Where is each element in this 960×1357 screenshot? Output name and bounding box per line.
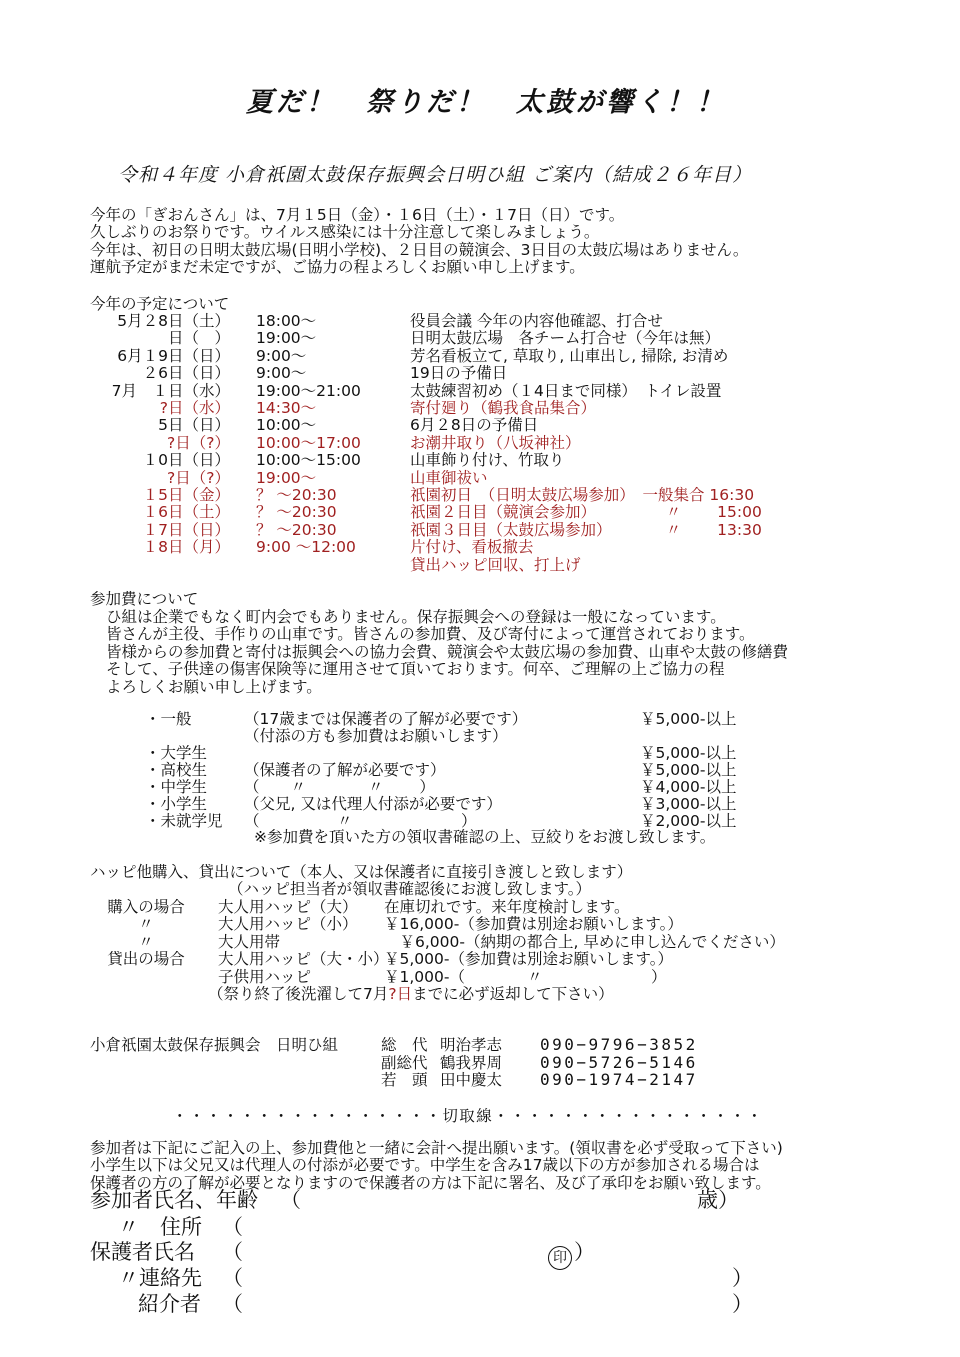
intro-line: 今年の「ぎおんさん」は、7月１5日（金）・１6日（土）・１7日（日）です。 [90,206,625,224]
schedule-desc: 日明太鼓広場 各チーム打合せ（今年は無） [410,329,721,348]
happi-item: 大人用ハッピ（小） [218,915,358,934]
happi-item: 大人用ハッピ（大・小） [218,950,389,969]
schedule-time: 10:00～17:00 [256,433,361,452]
schedule-date: １6日（土） [142,503,230,522]
schedule-time: ？ ～20:30 [256,503,337,522]
schedule-time: 10:00～15:00 [256,451,361,470]
fee-price: ￥5,000-以上 [640,710,737,728]
schedule-desc: 太鼓練習初め（１4日まで同様） トイレ設置 [410,381,722,400]
fee-category: ・高校生 [145,761,208,779]
schedule-time: 14:30～ [256,399,317,417]
fee-note: （ 〃 ） [244,812,477,830]
form-field-open: （ [222,1215,243,1239]
fee-line: そして、子供達の傷害保険等に運用させて頂いております。何卒、ご理解の上ご協力の程 [106,660,725,679]
schedule-time: ？ ～20:30 [256,486,337,504]
happi-detail: ￥1,000-（ 〃 ） [384,967,667,986]
page-subtitle: 令和４年度 小倉祇園太鼓保存振興会日明ひ組 ご案内（結成２６年目） [118,164,753,186]
schedule-time: 10:00～ [256,416,317,435]
fee-note: （17歳までは保護者の了解が必要です） [244,710,528,728]
schedule-date: ?日（?） [167,468,230,487]
happi-heading: ハッピ他購入、貸出について（本人、又は保護者に直接引き渡しと致します） [90,863,633,881]
form-field-label: 参加者氏名、年齢 [90,1188,258,1212]
schedule-desc: 役員会議 今年の内容他確認、打合せ [410,312,663,330]
form-field-close: ） [574,1240,595,1264]
cut-line: ・・・・・・・・・・・・・・・・切取線・・・・・・・・・・・・・・・・ [172,1107,764,1125]
fee-price: ￥5,000-以上 [640,761,737,779]
contact-name: 明治孝志 [440,1036,503,1054]
schedule-date: 7月 １日（水） [111,381,230,400]
fee-price: ￥2,000-以上 [640,812,737,830]
fee-line: 皆様からの参加費と寄付は振興会への協力会費、競演会や太鼓広場の参加費、山車や太鼓の修繕費 [106,642,789,661]
fee-line: ひ組は企業でもなく町内会でもありません。保存振興会への登録は一般になっています。 [106,608,726,626]
schedule-date: １5日（金） [142,486,230,504]
schedule-date: 6月１9日（日） [117,346,230,365]
happi-subheading: （ハッピ担当者が領収書確認後にお渡し致します。） [228,880,592,898]
contact-name: 田中慶太 [440,1071,503,1090]
intro-line: 今年は、初日の日明太鼓広場(日明小学校)、２日目の競演会、3日目の太鼓広場はありません。 [90,240,749,259]
schedule-time: 19:00～21:00 [256,381,361,400]
fee-footnote: ※参加費を頂いた方の領収書確認の上、豆絞りをお渡し致します。 [254,828,716,846]
happi-type: 購入の場合 [107,898,185,916]
happi-return-note [208,986,614,1003]
schedule-desc: 山車飾り付け、竹取り [410,451,565,470]
fee-note: （保護者の了解が必要です） [244,761,446,779]
schedule-date: １8日（月） [142,538,230,557]
happi-note-pre: （祭り終了後洗濯して7月 [208,985,389,1003]
schedule-date: １0日（日） [142,451,230,470]
org-name: 小倉祇園太鼓保存振興会 日明ひ組 [90,1036,339,1054]
schedule-desc: 祇園３日目（太鼓広場参加） 〃 13:30 [410,520,762,539]
happi-item: 子供用ハッピ [218,967,312,986]
schedule-time: ？ ～20:30 [256,520,337,539]
intro-line: 運航予定がまだ未定ですが、ご協力の程よろしくお願い申し上げます。 [90,258,585,277]
fee-paragraph [106,609,788,696]
schedule-time: 19:00～ [256,329,317,348]
form-instruction-line: 保護者の方の了解が必要となりますので保護者の方は下記に署名、及び了承印をお願い致します。 [90,1173,771,1192]
contact-role: 副総代 [381,1053,428,1072]
happi-type: 〃 [138,932,154,951]
form-field-label: 保護者氏名 [90,1240,195,1264]
fee-category: ・小学生 [145,795,208,813]
contact-phone: 090−9796−3852 [540,1035,698,1054]
form-field-label: 紹介者 [138,1292,201,1316]
schedule-time: 9:00～ [256,364,307,383]
fee-price: ￥5,000-以上 [640,744,737,762]
fee-note: （付添の方も参加費はお願いします） [244,727,508,745]
schedule-date: ?日（水） [159,399,230,417]
fee-heading: 参加費について [90,590,199,608]
form-instruction-line: 参加者は下記にご記入の上、参加費他と一緒に会計へ提出願います。(領収書を必ず受取って下さい) [90,1139,783,1157]
fee-category: ・一般 [145,710,192,728]
schedule-desc: 芳名看板立て, 草取り, 山車出し, 掃除, お清め [410,346,729,365]
happi-note-post: までに必ず返却して下さい） [412,985,614,1003]
schedule-date: 5日（日） [158,416,230,435]
contact-phone: 090−1974−2147 [540,1070,698,1090]
schedule-desc: 寄付廻り（鶴我食品集合） [410,399,597,417]
happi-detail: 在庫切れです。来年度検討します。 [384,898,630,916]
form-instructions [90,1140,783,1192]
schedule-desc: 19日の予備日 [410,364,508,383]
happi-detail: ￥16,000-（参加費は別途お願いします。） [384,915,683,934]
contact-phone: 090−5726−5146 [540,1052,698,1072]
schedule-desc: 祇園初日 （日明太鼓広場参加） 一般集合 16:30 [410,486,755,504]
page-title: 夏だ！ 祭りだ！ 太鼓が響く！！ [246,87,726,118]
form-field-close: 歳） [697,1188,739,1212]
schedule-date: 日（ ） [167,329,230,348]
schedule-date: 5月２8日（土） [117,312,230,330]
schedule-desc: 6月２8日の予備日 [410,416,539,435]
form-field-label: 〃 住所 [118,1215,202,1239]
schedule-desc: 祇園２日目（競演会参加） 〃 15:00 [410,503,762,522]
schedule-time: 18:00～ [256,312,317,330]
intro-paragraph [90,207,748,277]
contact-role: 総 代 [381,1036,428,1054]
fee-category: ・大学生 [145,744,208,762]
happi-item: 大人用ハッピ（大） [218,898,358,916]
fee-category: ・未就学児 [145,812,223,830]
happi-item: 大人用帯 [218,932,281,951]
form-field-close: ） [732,1292,753,1316]
happi-note-date: ?日 [388,985,413,1003]
form-field-open: （ [222,1266,243,1290]
happi-type: 〃 [138,915,154,934]
schedule-desc: 貸出ハッピ回収、打上げ [410,555,581,574]
fee-line: 皆さんが主役、手作りの山車です。皆さんの参加費、及び寄付によって運営されております。 [106,625,755,644]
schedule-time: 9:00 ～12:00 [256,538,356,557]
schedule-date: ?日（?） [167,433,230,452]
schedule-heading: 今年の予定について [90,295,230,313]
fee-category: ・中学生 [145,778,208,796]
fee-line: よろしくお願い申し上げます。 [106,677,322,696]
form-field-label: 〃連絡先 [118,1266,202,1290]
schedule-date: ２6日（日） [142,364,230,383]
seal-mark: 印 [548,1246,572,1270]
form-field-open: （ [280,1188,301,1212]
fee-price: ￥4,000-以上 [640,778,737,796]
intro-line: 久しぶりのお祭りです。ウイルス感染には十分注意して楽しみましょう。 [90,223,600,242]
schedule-desc: 片付け、看板撤去 [410,538,534,557]
form-field-close: ） [732,1266,753,1290]
schedule-date: １7日（日） [142,520,230,539]
contact-name: 鶴我界周 [440,1053,503,1072]
fee-note: （父兄, 又は代理人付添が必要です） [244,795,502,813]
schedule-desc: 山車御祓い [410,468,488,487]
schedule-time: 19:00～ [256,468,317,487]
fee-price: ￥3,000-以上 [640,795,737,813]
form-field-open: （ [222,1292,243,1316]
happi-type: 貸出の場合 [107,950,185,969]
happi-detail: ￥5,000-（参加費は別途お願いします。） [384,950,673,969]
happi-detail: ￥6,000-（納期の都合上, 早めに申し込んでください） [384,932,785,951]
form-field-open: （ [222,1240,243,1264]
fee-note: （ 〃 〃 ） [244,778,435,796]
schedule-time: 9:00～ [256,346,307,365]
schedule-desc: お潮井取り（八坂神社） [410,433,581,452]
contact-role: 若 頭 [381,1071,428,1090]
form-instruction-line: 小学生以下は父兄又は代理人の付添が必要です。中学生を含み17歳以下の方が参加される場合は [90,1156,760,1175]
